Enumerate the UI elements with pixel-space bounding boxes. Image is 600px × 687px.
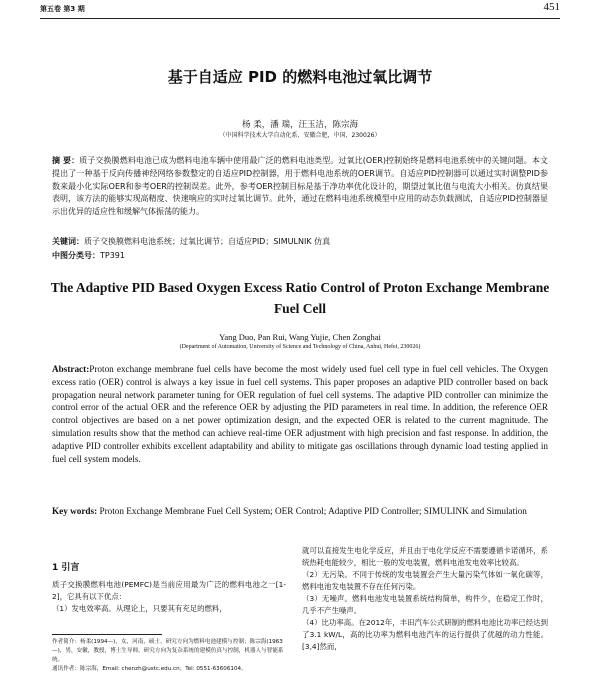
footnote-author-bio: 作者简介：杨柔(1994—)，女，河南，硕士，研究方向为燃料电池建模与控制；陈宗海(1963—)，男，安徽，教授，博士生导师，研究方向为复杂系统的建模仿真与控制，机器人与智能系统。 [52,639,284,663]
keywords-english-text: Proton Exchange Membrane Fuel Cell System; OER Control; Adaptive PID Controller; SIMULINK and Simulation [99,506,527,516]
keywords-chinese-label: 关键词： [52,237,84,246]
right-paragraph-2: （2）无污染。不同于传统的发电装置会产生大量污染气体如一氧化碳等，燃料电池发电装置不存在任何污染。 [302,570,548,591]
footnotes [52,638,286,674]
affiliation-chinese: （中国科学技术大学自动化系，安徽合肥，中国，230026） [219,132,381,139]
footnote-corresponding-author: 通讯作者：陈宗海，Email: chenzh@ustc.edu.cn；Tel: 0551-63606104。 [52,666,247,672]
footnote-divider [52,634,162,635]
title-english: The Adaptive PID Based Oxygen Excess Ratio Control of Proton Exchange Membrane Fuel Cell [50,280,550,316]
left-column [52,560,286,615]
right-paragraph-4: （4）比功率高。在2012年，丰田汽车公式研制的燃料电池比功率已经达到了3.1 kW/L，高的比功率为燃料电池汽车的运行提供了优越的动力性能。[3,4]然而， [302,618,548,651]
keywords-english-label: Key words: [52,506,98,516]
affiliation-english: (Department of Automation, University of Science and Technology of China, Anhui, Hefei, 230026) [179,344,421,350]
right-column [302,545,548,653]
right-paragraph-1: 就可以直接发生电化学反应，并且由于电化学反应不需要遵循卡诺循环，系统热耗电能较少，相比一般的发电装置，燃料电池发电效率比较高。 [302,546,548,567]
keywords-chinese [52,236,548,247]
classification-number [52,250,548,261]
intro-paragraph-1: 质子交换膜燃料电池(PEMFC)是当前应用最为广泛的燃料电池之一[1-2]，它具有以下优点： [52,580,286,601]
authors-english: Yang Duo, Pan Rui, Wang Yujie, Chen Zonghai [219,332,381,342]
keywords-english [52,505,548,518]
keywords-chinese-text: 质子交换膜燃料电池系统；过氧比调节；自适应PID；SIMULNIK 仿真 [84,237,331,246]
journal-issue: 第五卷 第3 期 [40,5,85,13]
abstract-english-label: Abstract: [52,364,90,374]
abstract-chinese-label: 摘 要： [52,156,80,165]
abstract-english-text: Proton exchange membrane fuel cells have become the most widely used fuel cell type in fuel cell vehicles. The Oxygen excess ratio (OER) control is always a key issue in fuel cell systems. This paper proposes an adaptive PID controller based on back propagation neural network parameter tuning for OER regulation of fuel cell systems. The adaptive PID controller can minimize the control error of the actual OER and the reference OER by adjusting the PID parameters in real time. In addition, the reference OER control objectives are based on a net power optimization design, and the expected OER is related to the current magnitude. The simulation results show that the method can achieve real-time OER adjustment with high precision and fast response. In addition, the adaptive PID controller exhibits excellent adaptability and ability to mitigate gas oscillations through dynamic load testing applied in fuel cell system models. [52,364,548,464]
title-chinese: 基于自适应 PID 的燃料电池过氧比调节 [167,68,433,86]
classification-value: TP391 [100,251,125,260]
running-header [40,0,560,19]
intro-paragraph-2: （1）发电效率高。从理论上，只要其有充足的燃料， [52,604,227,613]
classification-label: 中图分类号： [52,251,100,260]
abstract-english [52,363,548,465]
abstract-chinese [52,155,548,219]
page-number: 451 [543,1,560,13]
authors-chinese: 杨 柔，潘 瑞，汪玉洁，陈宗海 [242,120,358,130]
abstract-chinese-text: 质子交换膜燃料电池已成为燃料电池车辆中使用最广泛的燃料电池类型。过氧比(OER)控制始终是燃料电池系统中的关键问题。本文提出了一种基于反向传播神经网络参数整定的自适应PID控制器，用于燃料电池系统的OER调节。自适应PID控制器可以通过实时调整PID参数来最小化实际OER和参考OER的控制误差。此外，参考OER控制目标是基于净功率优化设计的，期望过氧比值与电流大小相关。仿真结果表明，该方法的能够实现高精度、快速响应的实时过氧比调节。此外，通过在燃料电池系统模型中应用的动态负载测试，自适应PID控制器显示出优异的适应性和缓解气体振荡的能力。 [52,156,548,217]
right-paragraph-3: （3）无噪声。燃料电池发电装置系统结构简单，构件少，在稳定工作时，几乎不产生噪声。 [302,594,548,615]
section-heading-introduction: 1 引言 [52,563,80,573]
